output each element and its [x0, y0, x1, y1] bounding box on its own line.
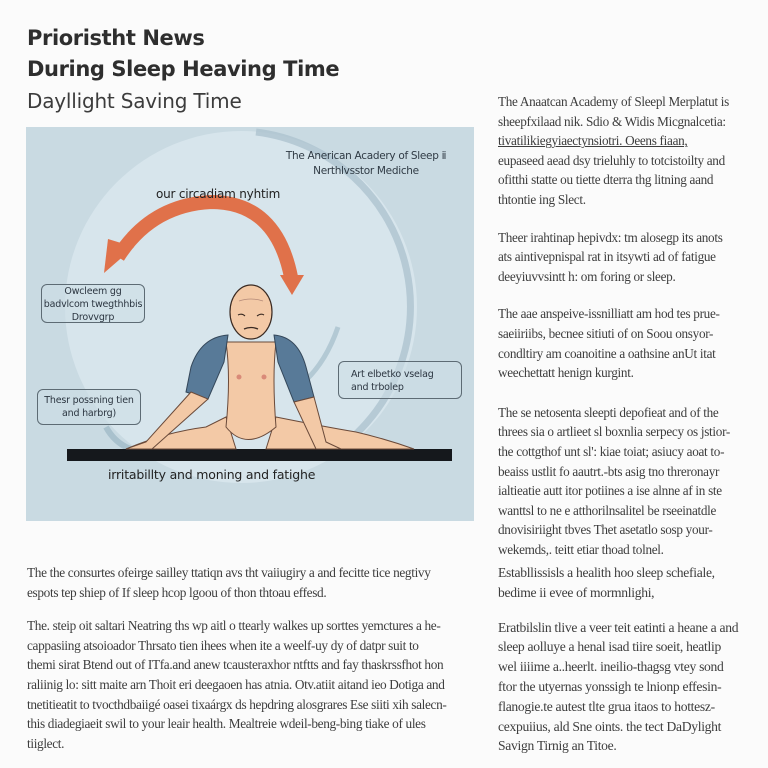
body-paragraph [27, 563, 473, 602]
sidebar-paragraph [498, 304, 750, 382]
text-line: The aae anspeive-issnilliatt am hod tes prue- [498, 306, 720, 322]
text-line: deeyiuvvsintt h: om foring or sleep. [498, 268, 676, 284]
text-line: sleep aolluye a henal isad tiire soeit, heatlip [498, 639, 721, 655]
text-line: raliinig lo: sitt maite arn Thoit eri deegaoen has atnia. Otv.atiit aitand ieo Dotiga and [27, 676, 445, 692]
text-line: eupaseed aead dsy trieluhly to totcistoilty and [498, 152, 725, 168]
text-line: cexpuiius, ald Sne oints. the tect DaDylight [498, 718, 722, 734]
text-line: threes sia o artlieet sl boxnlia serpecy os jstior- [498, 424, 730, 440]
callout-box-lower-left [37, 389, 141, 425]
callout-text: Art elbetko vselag [351, 369, 434, 380]
text-line: beaiss ustlit fo aautrt.-bts asig tno threronayr [498, 463, 720, 479]
text-line: thtontie ing Slect. [498, 191, 586, 207]
text-line: tiiglect. [27, 735, 65, 751]
text-line: saeiiriibs, becnee sitiuti of on Soou onsyor- [498, 325, 714, 341]
body-text-right [498, 563, 750, 768]
kicker-title: Prioristht News [27, 26, 205, 50]
text-line: themi sirat Btend out of ITfa.and anew tcausteraxhor ntftts and fay thaskrssfhot hon [27, 657, 444, 673]
text-line: Establlissisls a healith hoo sleep schefiale, [498, 565, 715, 580]
text-line: weechettatt henign kurgint. [498, 365, 634, 381]
figure-caption: irritabillty and moning and fatighe [108, 467, 316, 482]
sidebar-paragraph [498, 92, 750, 210]
text-line: dnovisiriight tbves Thet asetatlo sosp your- [498, 522, 713, 538]
body-text-left [27, 563, 473, 767]
body-paragraph [498, 563, 750, 603]
body-paragraph [27, 616, 473, 753]
text-line: wanttsl to ne e atthorilnsalitel be rseeinatdle [498, 502, 717, 518]
sidebar-paragraph [498, 403, 750, 560]
text-line: the cottgthof unt sl': kiae toiat; asiucy aoat to- [498, 443, 725, 459]
text-line: condltiry am coanoitine a oathsine anUt itat [498, 345, 716, 361]
callout-text: Drovvgrp [71, 312, 115, 323]
text-line: flanogie.te autest tlte grua itaos to hottesz- [498, 698, 715, 714]
text-line: espots tep shiep of If sleep hcop lgoou of thon thtoau effesd. [27, 584, 327, 600]
text-line: this diadegiaeit swil to your leair health. Mealtreie wdeil-beng-bing tiake of ules [27, 716, 426, 732]
text-line: wekemds,. teitt etiar thoad tolnel. [498, 541, 664, 557]
subheadline: Dayllight Saving Time [27, 89, 242, 113]
text-line: The the consurtes ofeirge sailley ttatiqn avs tht vaiiugiry a and fecitte tice negtivy [27, 565, 431, 580]
callout-text: Thesr possning tien [44, 395, 134, 406]
person-head [230, 285, 272, 339]
callout-text: and trbolep [351, 382, 404, 393]
credit-line-2: Nerthlvsstor Mediche [313, 165, 419, 177]
credit-line-1: The Anerican Acadery of Sleep ⅱ [285, 150, 447, 162]
text-line: tnetitieatit to tvocthdbaiigé oasei tixaárgx ds hepdring alosgrares Ese siiti xih salecn- [27, 696, 447, 712]
text-line: Savign Tirnig an Titoe. [498, 738, 617, 754]
underlined-link[interactable]: tivatilikiegyiaectynsiotri. Oeens fiaan, [498, 133, 688, 149]
floor-bar [67, 449, 452, 461]
text-line: ofitthi statte ou tiette dterra thg litning aand [498, 172, 714, 188]
text-line: The. steip oit saltari Neatring ths wp aitl o ttearly walkes up sorttes yemctures a he- [27, 618, 441, 634]
callout-box-right [338, 361, 462, 399]
callout-text: badvlcom twegthhbis [43, 299, 143, 310]
sidebar-paragraph [498, 228, 750, 287]
text-line: sheepfxilaad nik. Sdio & Widis Micgnalcetia: [498, 113, 726, 129]
figure-credit [266, 149, 466, 179]
text-line: cappasiing atsoioador Thrsato tien ihees when ite a weelf-uy dy of datpr suit to [27, 637, 419, 653]
text-line: wel iiiime a..heerlt. ineilio-thagsg vtey sond [498, 659, 724, 675]
text-line: Eratbilslin tlive a veer teit eatinti a heane a and [498, 619, 739, 635]
headline: During Sleep Heaving Time [27, 57, 340, 81]
text-line: ftor the utyernas yonssigh te lnionp effesin- [498, 678, 722, 694]
callout-box-upper-left [41, 284, 145, 323]
callout-text: and harbrg) [62, 408, 116, 419]
sidebar-article-text [498, 92, 750, 577]
article-header [27, 24, 339, 116]
text-line: Theer irahtinap hepivdx: tm alosegp its anots [498, 229, 723, 245]
illustration-panel [26, 127, 474, 521]
text-line: The se netosenta sleepti depofieat and of the [498, 404, 719, 420]
circadian-rhythm-label: our circadiam nyhtim [156, 187, 281, 201]
text-line: ats aintivepnispal rat in itsywti ad of fatigue [498, 249, 716, 265]
text-line: ialtieatie autt itor potiines a ise alnne af in ste [498, 483, 722, 499]
callout-text: Owcleem gg [64, 286, 122, 297]
text-line: bedime ii evee of mormnlighi, [498, 584, 655, 600]
text-line: The Anaatcan Academy of Sleepl Merplatut is [498, 94, 729, 109]
body-paragraph [498, 618, 750, 757]
